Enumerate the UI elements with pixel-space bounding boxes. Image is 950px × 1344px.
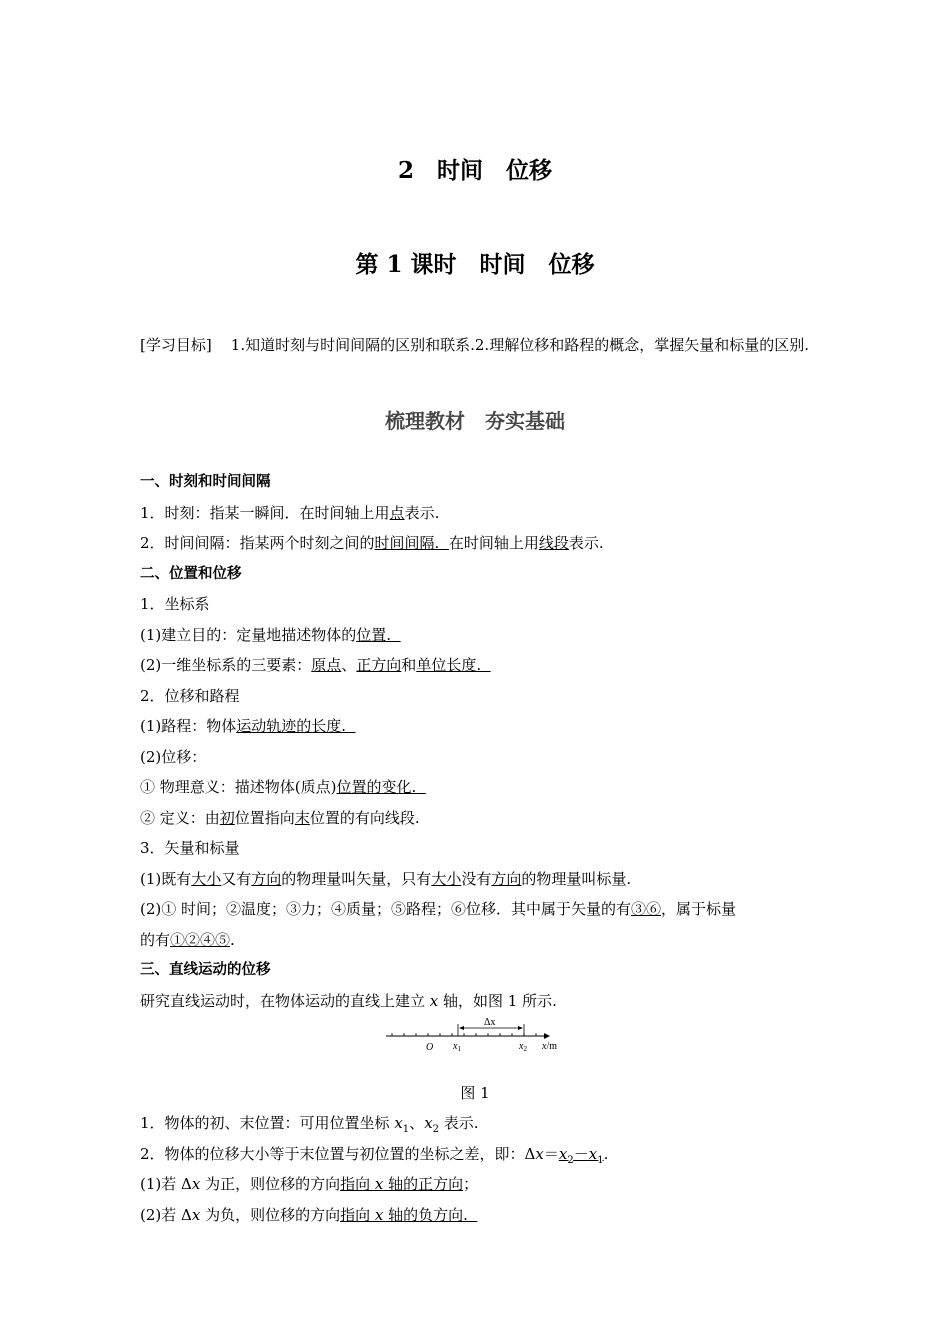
part2-p3: (1)路程：物体运动轨迹的长度. [140,717,347,735]
part3-item3: (1)若 Δx 为正，则位移的方向指向 x 轴的正方向； [140,1175,479,1193]
answer-blank: 位置. [356,625,392,644]
answer-blank: 大小 [191,869,222,888]
answer-blank: 末 [294,808,310,827]
answer-blank: 时间间隔. [374,534,440,552]
answer-blank: 大小 [431,869,462,888]
part3-intro: 研究直线运动时，在物体运动的直线上建立 x 轴，如图 1 所示. [140,991,557,1010]
heading-part2: 二、位置和位移 [140,565,242,582]
answer-blank: 点 [389,503,405,522]
part2-p4: (2)位移： [140,747,207,766]
answer-blank: 方向 [491,869,522,888]
figure-caption: 图 1 [460,1084,490,1102]
part2-p2: (2)一维坐标系的三要素：原点、正方向和单位长度. [140,656,482,674]
heading-part1: 一、时刻和时间间隔 [140,474,271,490]
answer-blank: 单位长度. [416,656,482,674]
part2-sub3: 3．矢量和标量 [140,839,240,857]
answer-blank: 指向 x 轴的负方向. [340,1205,468,1224]
x2-label: $x_2$ [519,1041,527,1053]
part3-item2: 2．物体的位移大小等于末位置与初位置的坐标之差，即：$\Delta x=x_2-x_1$. [140,1144,609,1166]
part1-item2: 2．时间间隔：指某两个时刻之间的时间间隔. 在时间轴上用线段表示. [140,534,604,552]
axis-arrow-icon [544,1033,550,1039]
axis-label: x/m [542,1041,558,1052]
answer-blank: 初 [219,808,235,827]
answer-blank: $x_2-x_1$ [558,1144,604,1166]
answer-blank: ③⑥ [631,900,662,918]
objectives-tag: [学习目标] [140,336,212,354]
x1-label: $x_1$ [453,1041,461,1053]
number-line-diagram [384,1018,574,1058]
part2-sub1: 1．坐标系 [140,595,210,613]
part1-item1: 1．时刻：指某一瞬间．在时间轴上用点表示. [140,503,440,522]
answer-blank: ①②④⑤ [170,930,231,949]
part3-item4: (2)若 Δx 为负，则位移的方向指向 x 轴的负方向. [140,1200,820,1231]
answer-blank: 正方向 [356,656,402,674]
part2-p5: ① 物理意义：描述物体(质点)位置的变化. [140,778,417,796]
delta-label: Δx [484,1018,496,1028]
answer-blank: 运动轨迹的长度. [236,717,347,735]
answer-blank: 线段 [538,534,569,552]
part2-p1: (1)建立目的：定量地描述物体的位置. [140,625,392,644]
part2-p6: ② 定义：由初位置指向末位置的有向线段. [140,808,420,827]
part2-p9: 的有①②④⑤. [140,930,235,949]
page-title: 2 时间 位移 [397,157,552,184]
part2-p7: (1)既有大小又有方向的物理量叫矢量，只有大小没有方向的物理量叫标量. [140,869,632,888]
answer-blank: 位置的变化. [336,778,417,796]
objectives-text: 1.知道时刻与时间间隔的区别和联系.2.理解位移和路程的概念，掌握矢量和标量的区别. [230,336,809,354]
part2-p8: (2)① 时间；②温度；③力；④质量；⑤路程；⑥位移．其中属于矢量的有③⑥，属于标量 [140,900,737,918]
section-title: 梳理教材 夯实基础 [385,409,565,433]
part3-item1: 1．物体的初、末位置：可用位置坐标 $x_1$、$x_2$ 表示. [140,1114,479,1135]
part2-sub2: 2．位移和路程 [140,686,240,705]
answer-blank: 指向 x 轴的正方向 [340,1175,464,1193]
heading-part3: 三、直线运动的位移 [140,962,271,978]
learning-objectives [140,330,812,360]
answer-blank: 方向 [251,869,282,888]
lesson-title: 第 1 课时 时间 位移 [355,251,595,278]
figure-number-line [140,1016,820,1078]
answer-blank: 原点 [311,656,342,674]
content-body [140,467,820,1230]
origin-label: O [426,1042,434,1053]
